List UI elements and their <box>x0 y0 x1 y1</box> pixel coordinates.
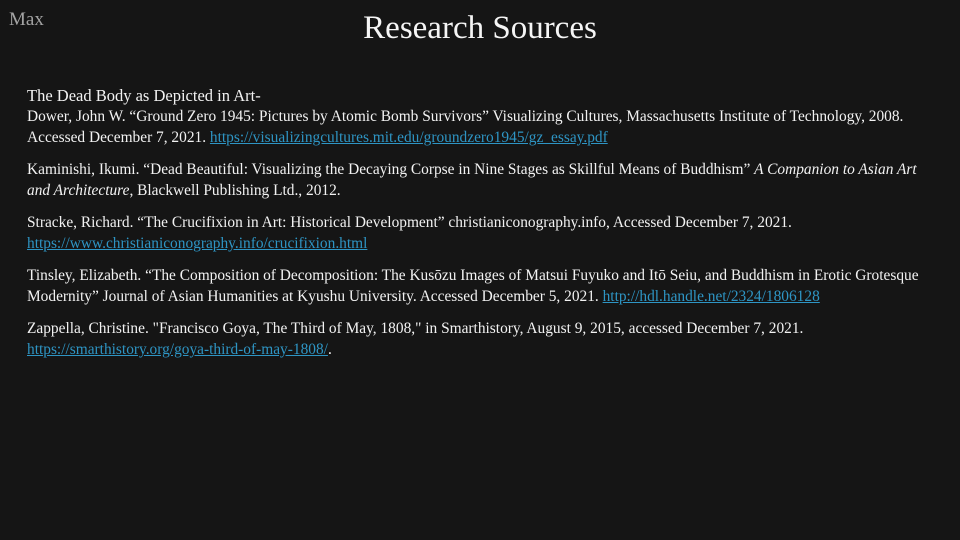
citation-stracke <box>27 212 927 254</box>
sources-list <box>27 86 927 371</box>
section-heading: The Dead Body as Depicted in Art- <box>27 86 261 105</box>
citation-zappella <box>27 318 927 360</box>
citation-dower <box>27 106 927 148</box>
citation-link-stracke[interactable]: https://www.christianiconography.info/crucifixion.html <box>27 235 368 252</box>
citation-link-tinsley[interactable]: http://hdl.handle.net/2324/1806128 <box>602 288 820 305</box>
author-tag: Max <box>9 9 44 30</box>
citation-link-zappella[interactable]: https://smarthistory.org/goya-third-of-may-1808/ <box>27 341 328 358</box>
citation-text: Kaminishi, Ikumi. “Dead Beautiful: Visualizing the Decaying Corpse in Nine Stages as Skillful Means of Buddhism” <box>27 161 755 178</box>
citation-book-title: A Companion to Asian Art and Architecture <box>27 161 917 199</box>
page-title: Research Sources <box>363 10 597 46</box>
citation-text: Stracke, Richard. “The Crucifixion in Art: Historical Development” christianiconography.info, Accessed December 7, 2021. <box>27 214 792 231</box>
citation-trailing: . <box>327 341 332 358</box>
citation-text-after: , Blackwell Publishing Ltd., 2012. <box>129 182 341 199</box>
citation-text: Tinsley, Elizabeth. “The Composition of Decomposition: The Kusōzu Images of Matsui Fuyuko and Itō Seiu, and Buddhism in Erotic Grotesque Modernity” Journal of Asian Humanities at Kyushu University. Accessed December 5, 2021. <box>27 267 919 305</box>
citation-text: Zappella, Christine. "Francisco Goya, The Third of May, 1808," in Smarthistory, August 9, 2015, accessed December 7, 2021. <box>27 320 804 337</box>
citation-tinsley <box>27 265 927 307</box>
citation-link-dower[interactable]: https://visualizingcultures.mit.edu/groundzero1945/gz_essay.pdf <box>209 129 608 146</box>
citation-text: Dower, John W. “Ground Zero 1945: Pictures by Atomic Bomb Survivors” Visualizing Cultures, Massachusetts Institute of Technology, 2008. Accessed December 7, 2021. <box>27 108 904 146</box>
citation-kaminishi <box>27 159 927 201</box>
